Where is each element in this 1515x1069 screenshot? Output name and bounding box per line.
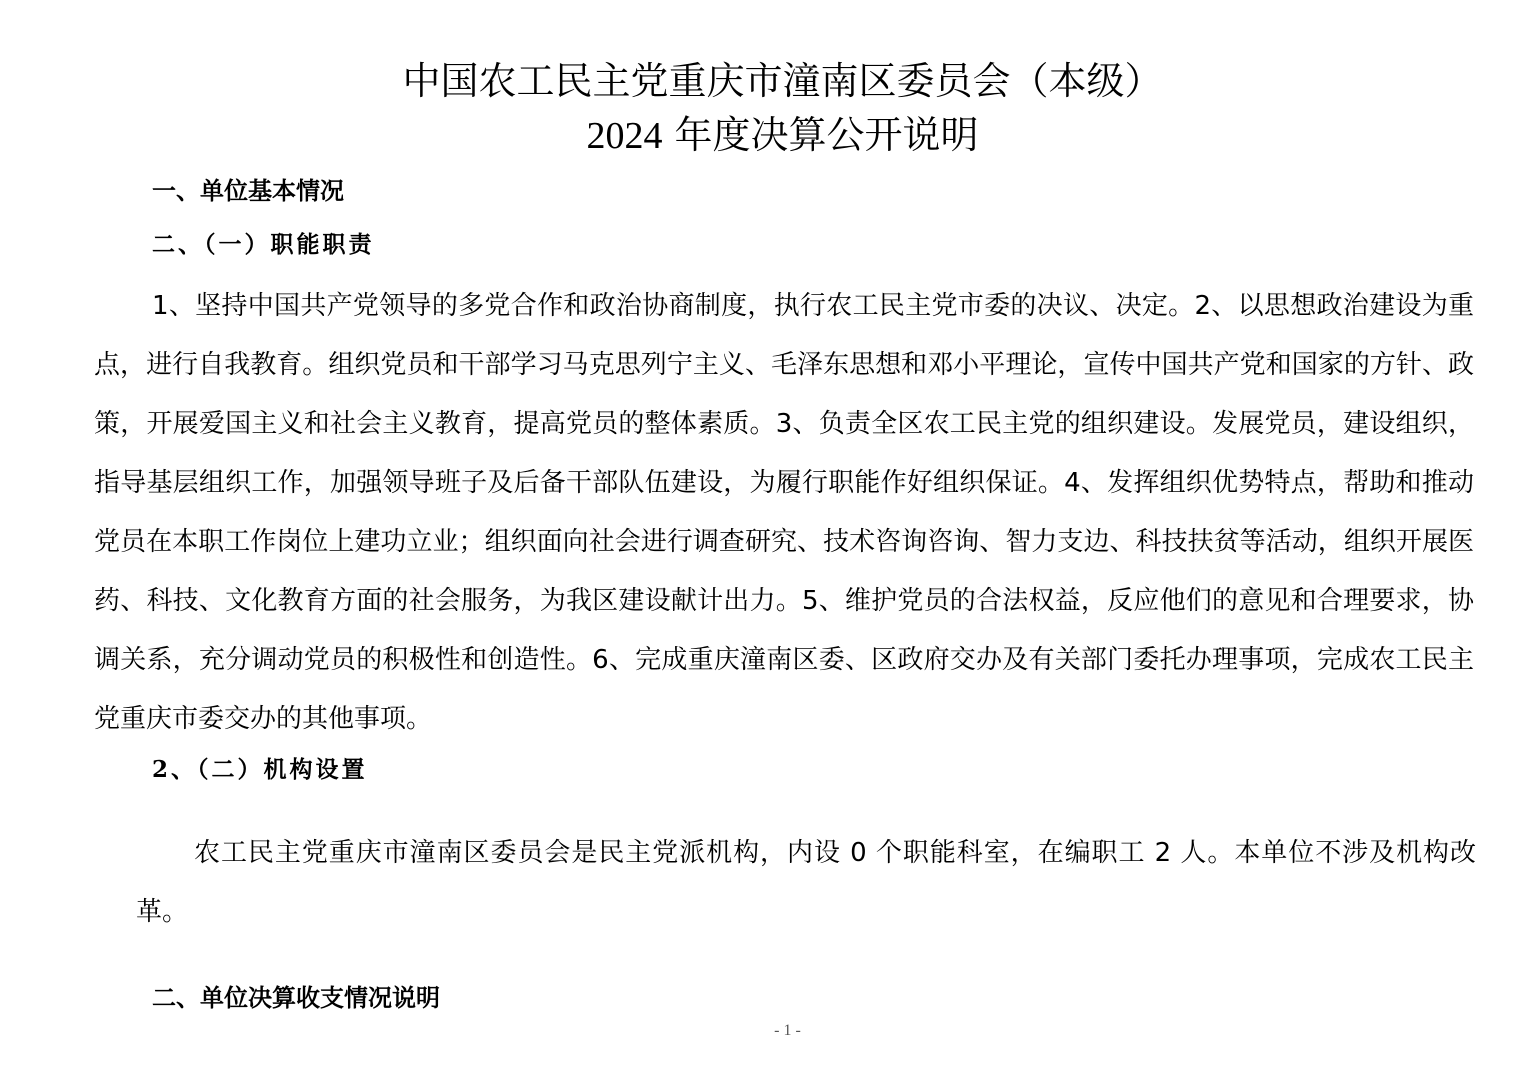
document-title-line1: 中国农工民主党重庆市潼南区委员会（本级）: [402, 59, 1163, 103]
document-title-line2: [0, 111, 1515, 160]
subsection-heading-organization: 2、（二）机构设置: [152, 756, 368, 783]
title-year: 2024: [586, 115, 663, 157]
title-year-rest: 年度决算公开说明: [662, 113, 979, 157]
page-number: - 1 -: [774, 1022, 801, 1039]
subsection-heading-functions: 二、（一）职能职责: [152, 231, 375, 258]
section-heading-basic-info: 一、单位基本情况: [152, 177, 344, 205]
functions-paragraph: 1、坚持中国共产党领导的多党合作和政治协商制度，执行农工民主党市委的决议、决定。2、以思想政治建设为重点，进行自我教育。组织党员和干部学习马克思列宁主义、毛泽东思想和邓小平理论，宣传中国共产党和国家的方针、政策，开展爱国主义和社会主义教育，提高党员的整体素质。3、负责全区农工民主党的组织建设。发展党员，建设组织，指导基层组织工作，加强领导班子及后备干部队伍建设，为履行职能作好组织保证。4、发挥组织优势特点，帮助和推动党员在本职工作岗位上建功立业；组织面向社会进行调查研究、技术咨询咨询、智力支边、科技扶贫等活动，组织开展医药、科技、文化教育方面的社会服务，为我区建设献计出力。5、维护党员的合法权益，反应他们的意见和合理要求，协调关系，充分调动党员的积极性和创造性。6、完成重庆潼南区委、区政府交办及有关部门委托办理事项，完成农工民主党重庆市委交办的其他事项。: [94, 291, 1474, 734]
organization-paragraph: 农工民主党重庆市潼南区委员会是民主党派机构，内设 0 个职能科室，在编职工 2 人。本单位不涉及机构改革。: [136, 838, 1476, 927]
section-heading-budget: 二、单位决算收支情况说明: [152, 984, 440, 1012]
